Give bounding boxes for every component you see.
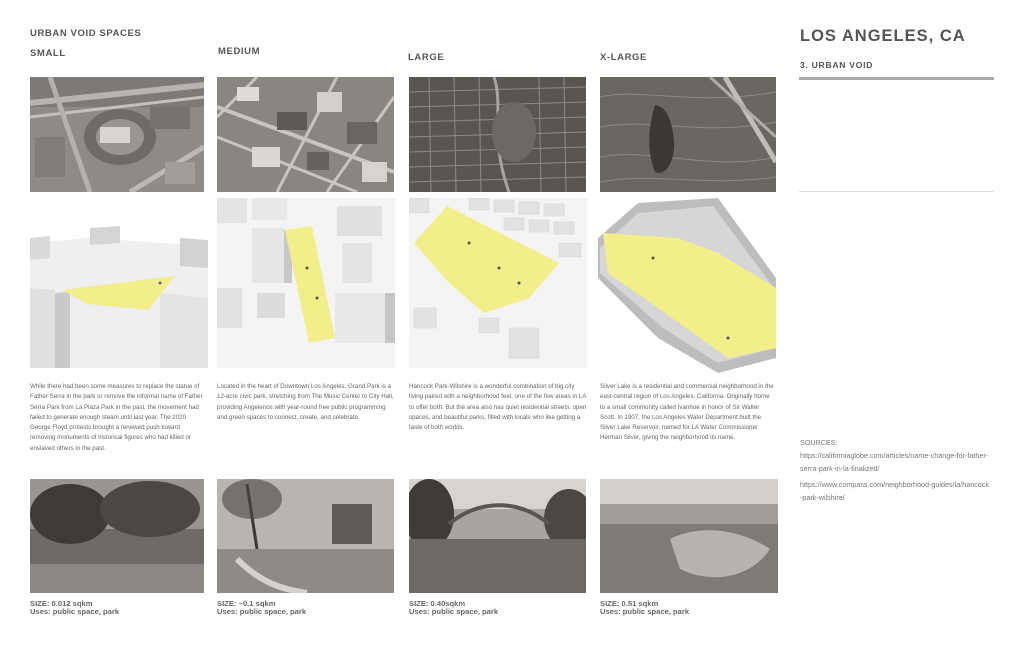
massing-model-large bbox=[409, 198, 587, 368]
aerial-photo-small bbox=[30, 77, 204, 192]
size-small: SIZE: 0.012 sqkm bbox=[30, 599, 93, 608]
title-rule bbox=[799, 77, 994, 80]
uses-medium: Uses: public space, park bbox=[217, 607, 307, 616]
model-image-medium bbox=[217, 198, 395, 368]
ground-photo-large bbox=[409, 479, 586, 593]
ground-photo-small bbox=[30, 479, 204, 593]
massing-model-small bbox=[30, 198, 208, 368]
uses-small: Uses: public space, park bbox=[30, 607, 120, 616]
uses-large: Uses: public space, park bbox=[409, 607, 499, 616]
description-medium: Located in the heart of Downtown Los Angeles, Grand Park is a 12-acre civic park, stretching from The Music Center to City Hall, providing Angelenos with year-round free public programming and green spaces to connect, create, and celebrate. bbox=[217, 383, 394, 421]
sources-label: SOURCES: bbox=[800, 438, 838, 447]
ground-image-large bbox=[409, 479, 586, 593]
ground-photo-medium bbox=[217, 479, 394, 593]
column-label-medium: MEDIUM bbox=[218, 46, 261, 57]
massing-model-xlarge bbox=[598, 198, 776, 373]
size-medium: SIZE: ~0.1 sqkm bbox=[217, 599, 276, 608]
ground-image-xlarge bbox=[600, 479, 778, 593]
column-label-large: LARGE bbox=[408, 52, 445, 63]
ground-photo-xlarge bbox=[600, 479, 778, 593]
aerial-image-large bbox=[409, 77, 586, 192]
subtitle: 3. URBAN VOID bbox=[800, 60, 874, 70]
aerial-photo-large bbox=[409, 77, 586, 192]
size-large: SIZE: 0.40sqkm bbox=[409, 599, 466, 608]
aerial-image-small bbox=[30, 77, 204, 192]
description-large: Hancock Park-Wilshire is a wonderful combination of big city living paired with a neighborhood feel, one of the few areas in LA to offer both. But the area also has quiet residential streets, open spaces, and beautiful parks, filled with locals who like getting a taste of both worlds. bbox=[409, 383, 587, 432]
size-xlarge: SIZE: 0.51 sqkm bbox=[600, 599, 659, 608]
model-image-large bbox=[409, 198, 587, 368]
aerial-photo-xlarge bbox=[600, 77, 776, 192]
column-label-small: SMALL bbox=[30, 48, 66, 59]
aerial-image-medium bbox=[217, 77, 394, 192]
ground-image-small bbox=[30, 479, 204, 593]
description-xlarge: Silver Lake is a residential and commercial neighborhood in the east-central region of Los Angeles, California. Originally home to a small community called Ivanhoe in honor of Sir Walter Scott. In 1907, the Los Angeles Water Department built the Silver Lake Reservoir, named for LA Water Commissioner Herman Silver, giving the neighborhood its name. bbox=[600, 383, 774, 442]
city-title: LOS ANGELES, CA bbox=[800, 27, 966, 45]
source-link-2[interactable]: https://www.compass.com/neighborhood-guides/la/hancock-park-wilshire/ bbox=[800, 480, 989, 502]
uses-xlarge: Uses: public space, park bbox=[600, 607, 690, 616]
divider bbox=[799, 191, 994, 192]
description-small: While there had been some measures to replace the statue of Father Serra in the park or remove the informal name of Father Serra Park from La Plaza Park in the past, the movement had failed to generate enough steam until last year. The 2020 George Floyd protests brought a renewed push toward removing monuments of historical figures who had killed or enslaved others in the past. bbox=[30, 383, 203, 452]
section-heading: URBAN VOID SPACES bbox=[30, 28, 142, 39]
model-image-small bbox=[30, 198, 208, 368]
model-image-xlarge bbox=[598, 198, 776, 373]
aerial-photo-medium bbox=[217, 77, 394, 192]
ground-image-medium bbox=[217, 479, 394, 593]
source-link-1[interactable]: https://californiaglobe.com/articles/name-change-for-father-serra-park-in-la-finalized/ bbox=[800, 451, 989, 473]
massing-model-medium bbox=[217, 198, 395, 368]
column-label-xlarge: X-LARGE bbox=[600, 52, 647, 63]
aerial-image-xlarge bbox=[600, 77, 776, 192]
sources-block bbox=[800, 436, 990, 504]
